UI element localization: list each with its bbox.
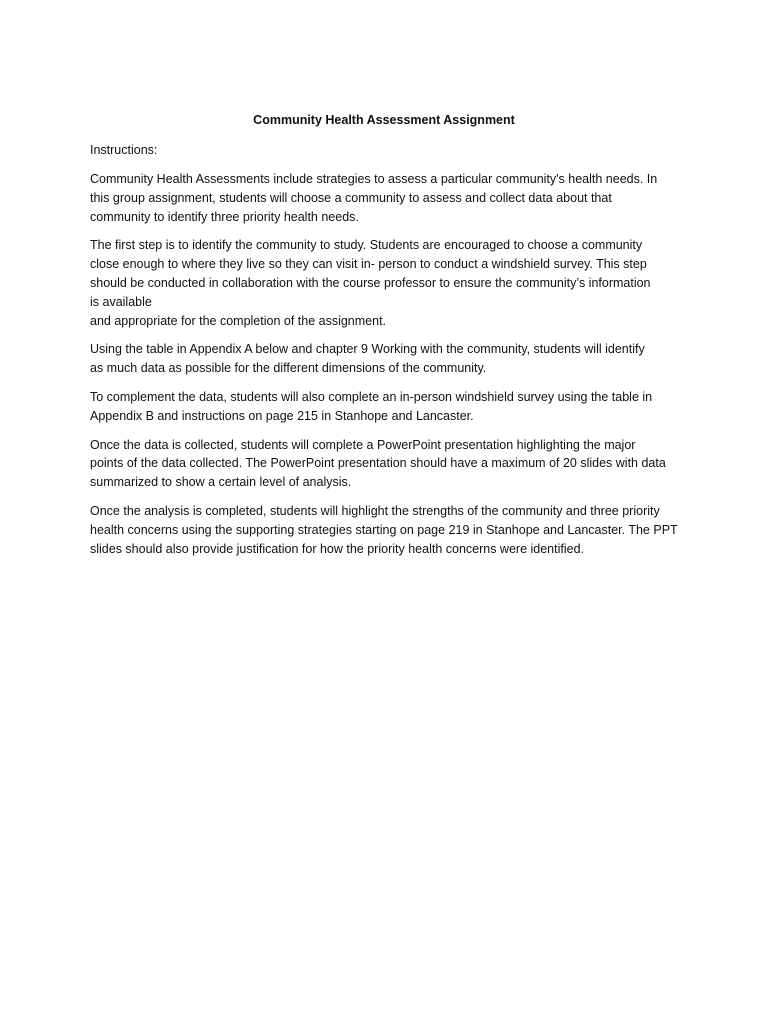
paragraph-line: Appendix B and instructions on page 215 in Stanhope and Lancaster. <box>90 408 474 423</box>
paragraph-line: points of the data collected. The PowerPoint presentation should have a maximum of 20 slides with data <box>90 456 666 471</box>
paragraph-line: The first step is to identify the community to study. Students are encouraged to choose a community <box>90 238 643 253</box>
paragraph-first-step <box>90 236 678 330</box>
paragraph-analysis <box>90 502 678 558</box>
paragraph-line: this group assignment, students will choose a community to assess and collect data about that <box>90 190 612 205</box>
paragraph-line: summarized to show a certain level of analysis. <box>90 475 352 490</box>
paragraph-line: as much data as possible for the different dimensions of the community. <box>90 361 487 376</box>
paragraph-line: should be conducted in collaboration with the course professor to ensure the community’s information <box>90 275 651 290</box>
paragraph-line: Once the analysis is completed, students will highlight the strengths of the community and three priority <box>90 503 660 518</box>
instructions-label: Instructions: <box>90 143 158 157</box>
paragraph-appendix-a <box>90 340 678 378</box>
paragraph-line: slides should also provide justification for how the priority health concerns were identified. <box>90 541 585 556</box>
document-title: Community Health Assessment Assignment <box>253 113 515 127</box>
paragraph-line: health concerns using the supporting strategies starting on page 219 in Stanhope and Lancaster. The PPT <box>90 522 678 537</box>
paragraph-line: To complement the data, students will also complete an in-person windshield survey using the table in <box>90 389 653 404</box>
paragraph-windshield-survey <box>90 388 678 426</box>
paragraph-line: Once the data is collected, students will complete a PowerPoint presentation highlighting the major <box>90 437 636 452</box>
paragraph-line: and appropriate for the completion of the assignment. <box>90 313 387 328</box>
paragraph-line: is available <box>90 294 152 309</box>
document-body <box>90 111 678 568</box>
paragraph-line: Community Health Assessments include strategies to assess a particular community's health needs. In <box>90 172 658 186</box>
paragraph-powerpoint <box>90 436 678 492</box>
paragraph-line: close enough to where they live so they can visit in- person to conduct a windshield survey. This step <box>90 257 647 272</box>
paragraph-line: Using the table in Appendix A below and chapter 9 Working with the community, students will identify <box>90 342 645 357</box>
paragraph-intro <box>90 170 678 226</box>
paragraph-line: community to identify three priority health needs. <box>90 209 359 224</box>
